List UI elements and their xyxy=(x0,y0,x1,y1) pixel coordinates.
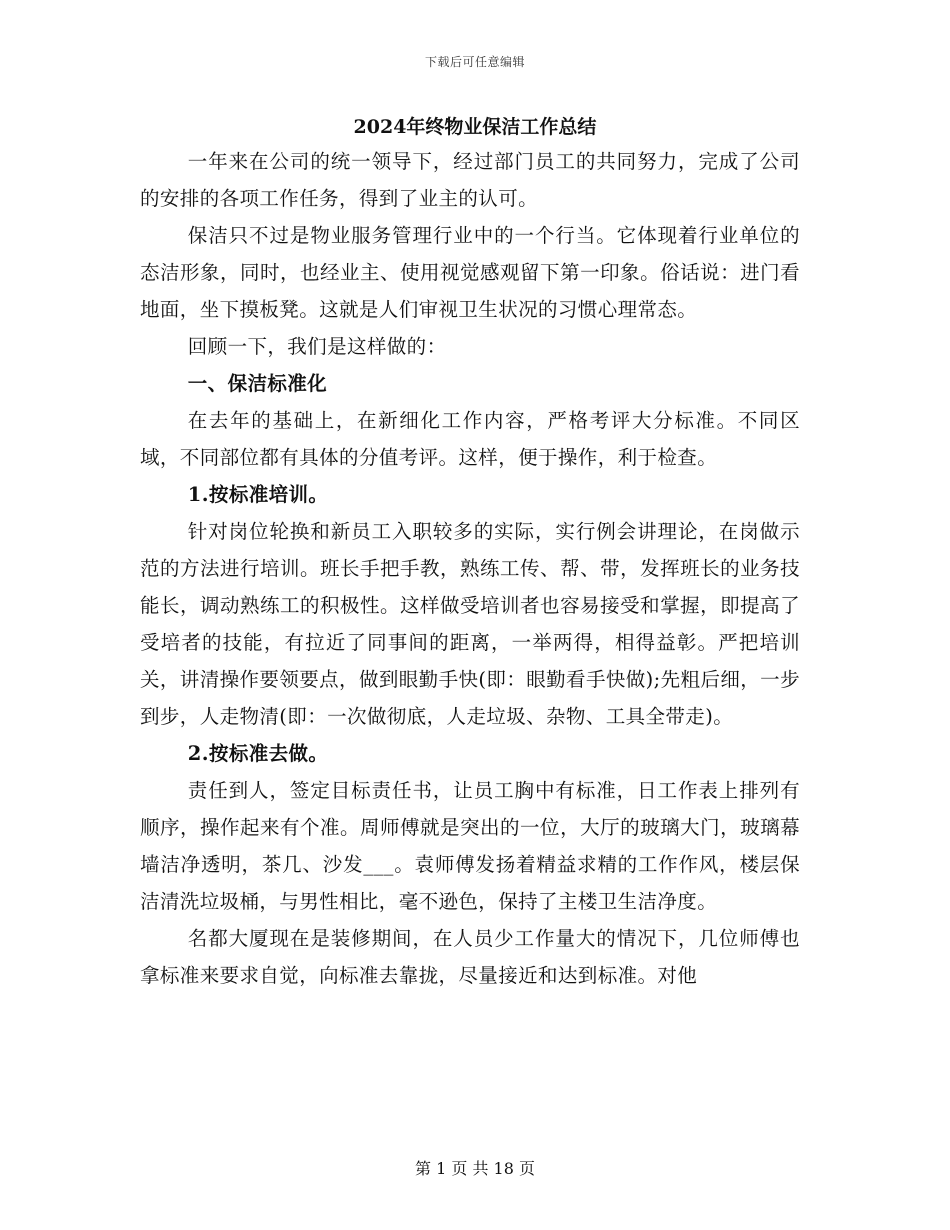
document-body xyxy=(140,143,800,994)
paragraph: 在去年的基础上，在新细化工作内容，严格考评大分标准。不同区域，不同部位都有具体的分值考评。这样，便于操作，利于检查。 xyxy=(140,409,800,469)
paragraph: 保洁只不过是物业服务管理行业中的一个行当。它体现着行业单位的态洁形象，同时，也经业主、使用视觉感观留下第一印象。俗话说：进门看地面，坐下摸板凳。这就是人们审视卫生状况的习惯心理常态。 xyxy=(140,224,800,321)
page-number-footer: 第 1 页 共 18 页 xyxy=(415,1159,535,1178)
section-heading: 一、保洁标准化 xyxy=(187,372,328,395)
paragraph: 一年来在公司的统一领导下，经过部门员工的共同努力，完成了公司的安排的各项工作任务，得到了业主的认可。 xyxy=(140,150,800,210)
document-title: 2024年终物业保洁工作总结 xyxy=(353,116,597,138)
paragraph: 责任到人，签定目标责任书，让员工胸中有标准，日工作表上排列有顺序，操作起来有个准。周师傅就是突出的一位，大厅的玻璃大门，玻璃幕墙洁净透明，茶几、沙发___。袁师傅发扬着精益求精的工作作风，楼层保洁清洗垃圾桶，与男性相比，毫不逊色，保持了主楼卫生洁净度。 xyxy=(140,779,800,913)
subsection-heading: 2.按标准去做。 xyxy=(187,742,329,765)
header-note: 下载后可任意编辑 xyxy=(424,55,525,69)
subsection-heading: 1.按标准培训。 xyxy=(187,483,329,506)
paragraph: 针对岗位轮换和新员工入职较多的实际，实行例会讲理论，在岗做示范的方法进行培训。班长手把手教，熟练工传、帮、带，发挥班长的业务技能长，调动熟练工的积极性。这样做受培训者也容易接受和掌握，即提高了受培者的技能，有拉近了同事间的距离，一举两得，相得益彰。严把培训关，讲清操作要领要点，做到眼勤手快(即：眼勤看手快做);先粗后细，一步到步，人走物清(即：一次做彻底，人走垃圾、杂物、工具全带走)。 xyxy=(140,520,800,728)
paragraph: 名都大厦现在是装修期间，在人员少工作量大的情况下，几位师傅也拿标准来要求自觉，向标准去靠拢，尽量接近和达到标准。对他 xyxy=(140,927,800,987)
paragraph: 回顾一下，我们是这样做的： xyxy=(187,335,447,358)
